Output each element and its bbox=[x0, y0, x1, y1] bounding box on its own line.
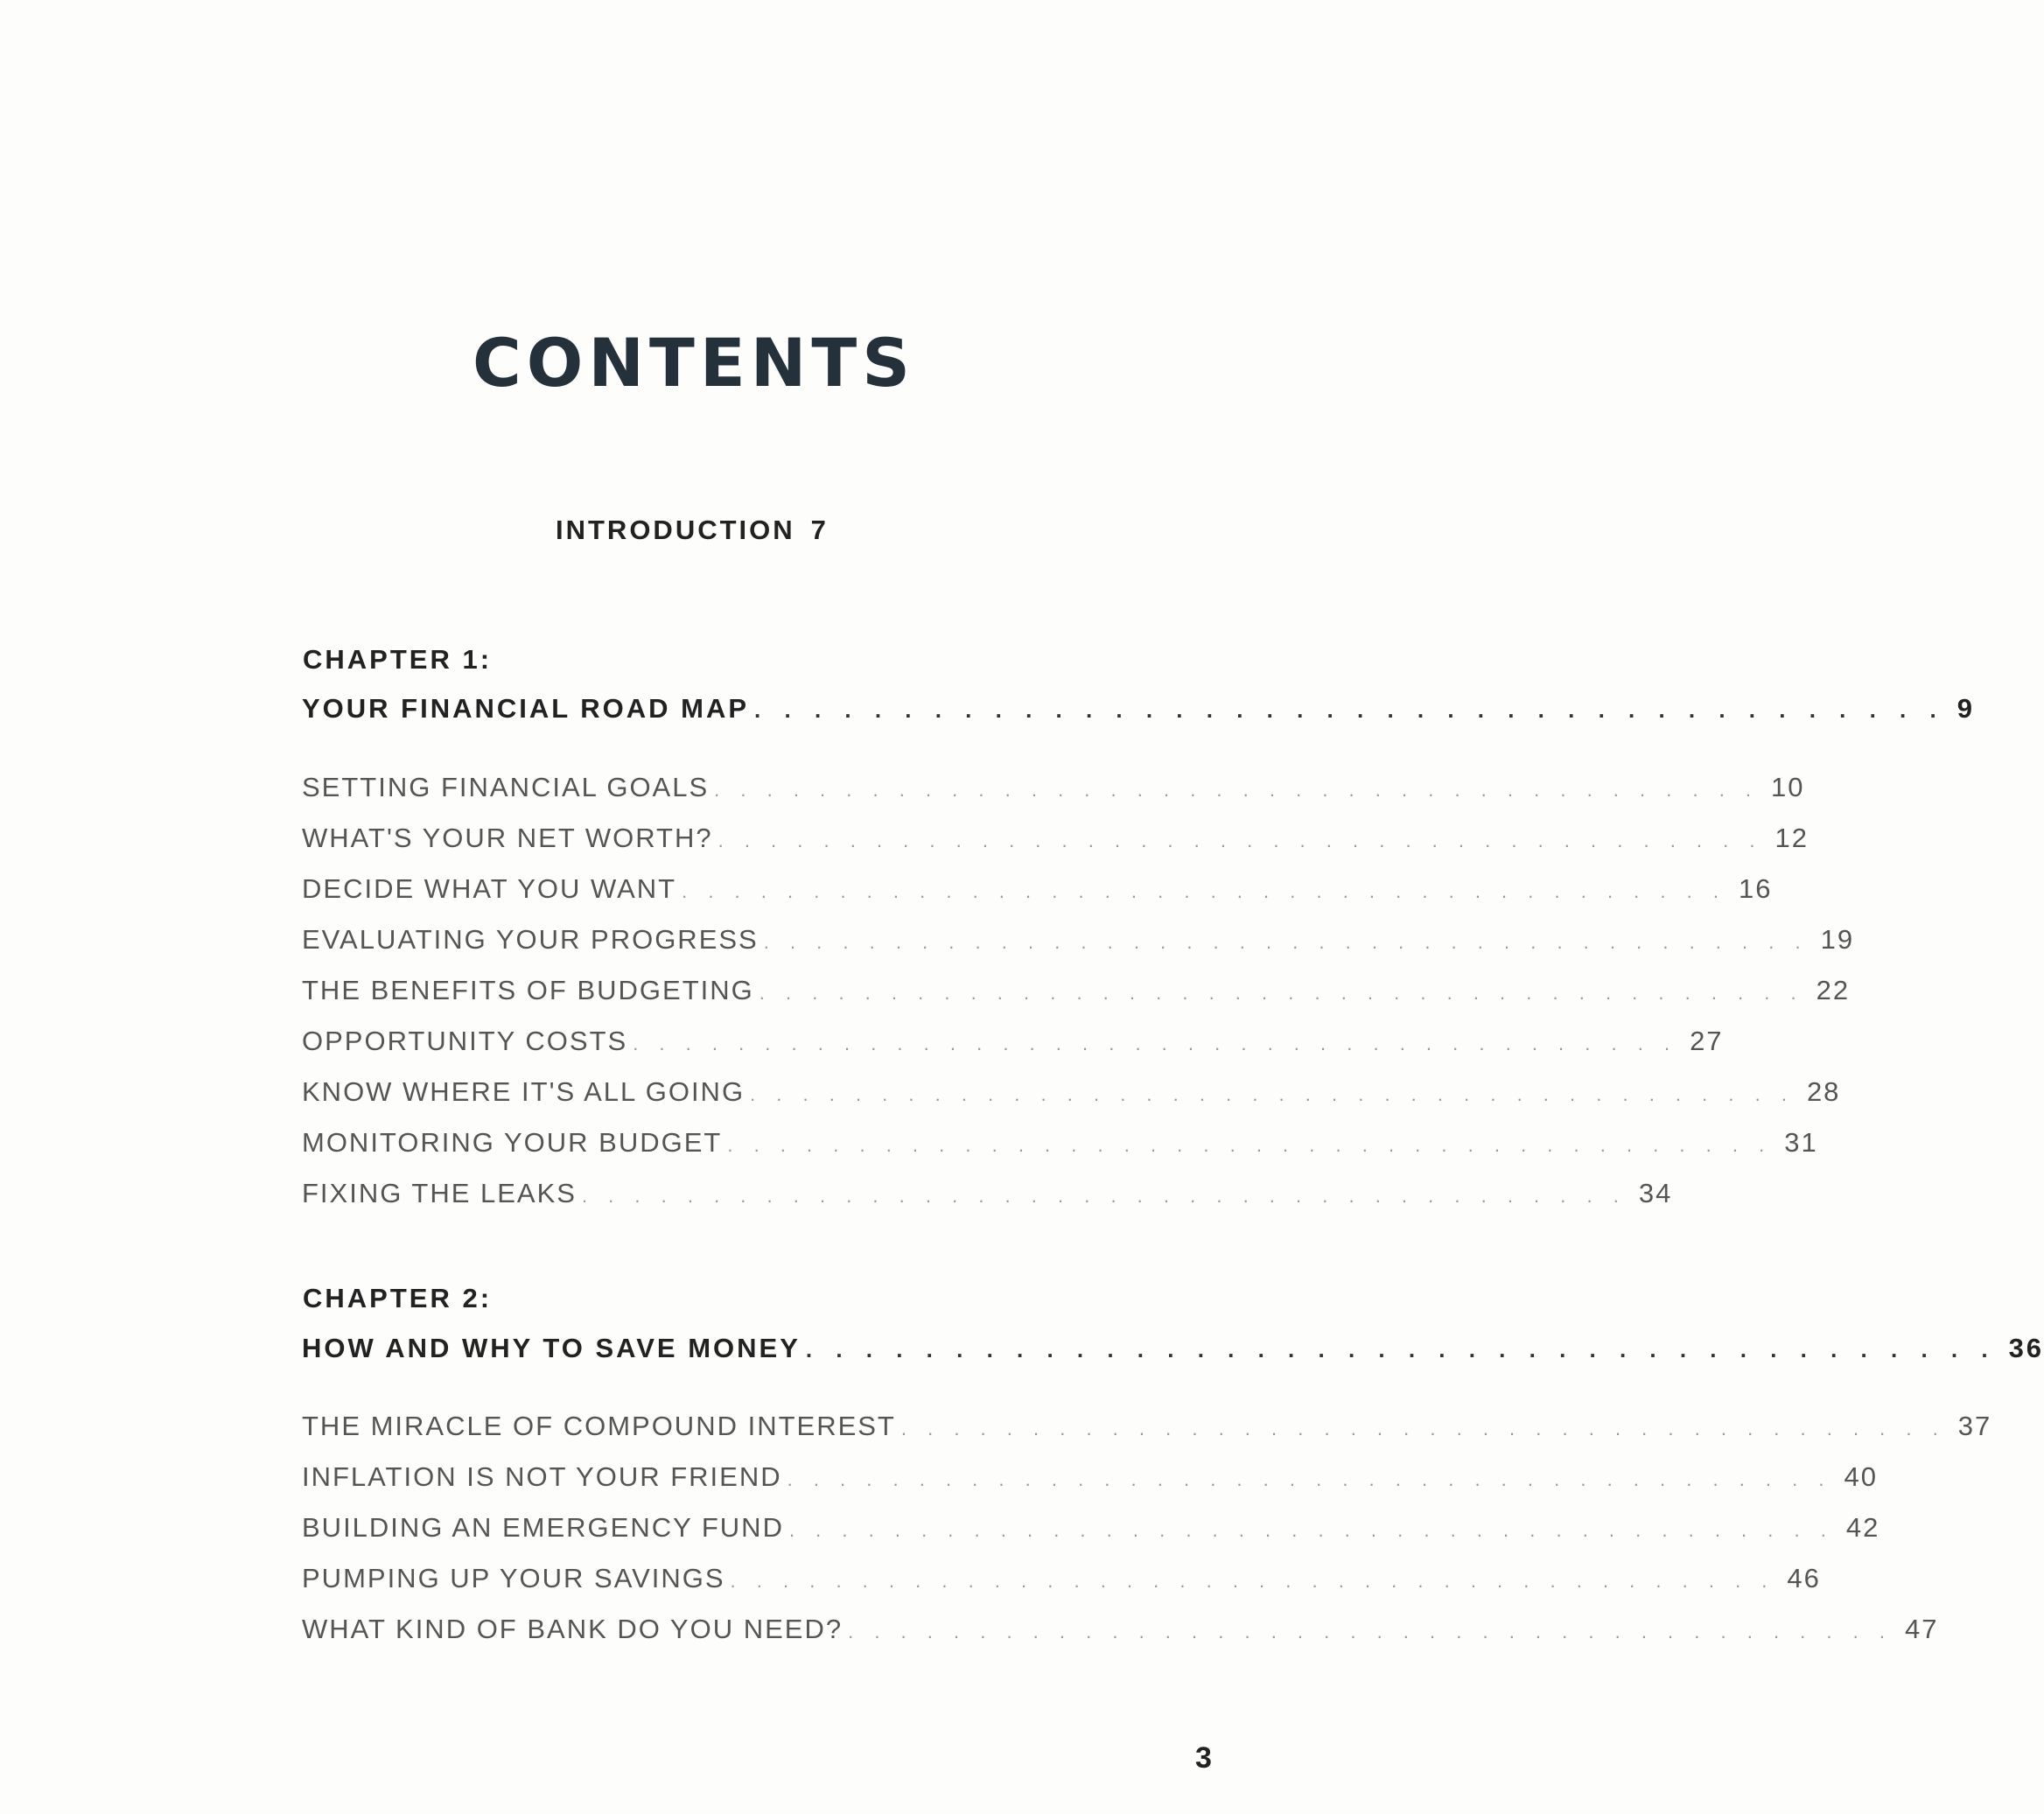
leader-dots: . . . . . . . . . . . . . . . . . . . . . . . . . . . . . . . . . . . . . . . . bbox=[805, 1336, 1997, 1362]
entry-page: 28 bbox=[1806, 1076, 1841, 1107]
leader-dots: . . . . . . . . . . . . . . . . . . . . . . . . . . . . . . . . . . . . . . . . bbox=[633, 1033, 1678, 1054]
toc-introduction[interactable] bbox=[556, 515, 829, 546]
toc-entry[interactable] bbox=[302, 1178, 1673, 1209]
entry-page: 27 bbox=[1690, 1026, 1724, 1056]
toc-entry[interactable] bbox=[302, 1563, 1821, 1594]
toc-entry[interactable] bbox=[302, 1512, 1880, 1544]
toc-entry[interactable] bbox=[302, 1411, 1992, 1442]
leader-dots: . . . . . . . . . . . . . . . . . . . . . . . . . . . . . . . . . . . . . . . . bbox=[787, 1468, 1832, 1490]
entry-page: 46 bbox=[1787, 1563, 1821, 1593]
leader-dots: . . . . . . . . . . . . . . . . . . . . . . . . . . . . . . . . . . . . . . . . bbox=[759, 982, 1804, 1004]
entry-page: 10 bbox=[1771, 772, 1805, 802]
toc-entry[interactable] bbox=[302, 873, 1773, 905]
leader-dots: . . . . . . . . . . . . . . . . . . . . . . . . . . . . . . . . . . . . . . . . bbox=[788, 1519, 1834, 1541]
chapter-title: HOW AND WHY TO SAVE MONEY bbox=[302, 1333, 801, 1363]
entry-label: THE BENEFITS OF BUDGETING bbox=[302, 975, 754, 1005]
entry-label: THE MIRACLE OF COMPOUND INTEREST bbox=[302, 1411, 896, 1441]
chapter-title: YOUR FINANCIAL ROAD MAP bbox=[302, 693, 750, 724]
leader-dots: . . . . . . . . . . . . . . . . . . . . . . . . . . . . . . . . . . . . . . . . bbox=[900, 1418, 1946, 1439]
leader-dots: . . . . . . . . . . . . . . . . . . . . . . . . . . . . . . . . . . . . . . . . bbox=[750, 1083, 1795, 1105]
toc-entry[interactable] bbox=[302, 1461, 1878, 1493]
entry-page: 16 bbox=[1738, 873, 1773, 904]
leader-dots: . . . . . . . . . . . . . . . . . . . . . . . . . . . . . . . . . . . . . . . . bbox=[714, 779, 1760, 801]
toc-entry[interactable] bbox=[302, 924, 1855, 956]
leader-dots: . . . . . . . . . . . . . . . . . . . . . . . . . . . . . . . . . . . . . . . . bbox=[730, 1570, 1775, 1592]
entry-page: 47 bbox=[1904, 1614, 1939, 1644]
chapter-1-title-row[interactable] bbox=[302, 693, 1975, 725]
entry-label: MONITORING YOUR BUDGET bbox=[302, 1127, 723, 1158]
chapter-page: 36 bbox=[2008, 1333, 2044, 1363]
page-title: CONTENTS bbox=[472, 324, 915, 402]
chapter-1-label: CHAPTER 1: bbox=[303, 644, 493, 675]
entry-label: OPPORTUNITY COSTS bbox=[302, 1026, 628, 1056]
chapter-2-title-row[interactable] bbox=[302, 1333, 2044, 1364]
entry-label: WHAT KIND OF BANK DO YOU NEED? bbox=[302, 1614, 844, 1644]
entry-page: 42 bbox=[1845, 1512, 1880, 1543]
leader-dots: . . . . . . . . . . . . . . . . . . . . . . . . . . . . . . . . . . . . . . . . bbox=[754, 697, 1945, 723]
toc-entry[interactable] bbox=[302, 1076, 1841, 1108]
leader-dots: . . . . . . . . . . . . . . . . . . . . . . . . . . . . . . . . . . . . . . . . bbox=[682, 880, 1726, 902]
page-number: 3 bbox=[1195, 1741, 1212, 1775]
toc-entry[interactable] bbox=[302, 1127, 1818, 1159]
leader-dots: . . . . . . . . . . . . . . . . . . . . . . . . . . . . . . . . . . . . . . . . bbox=[581, 1185, 1627, 1207]
introduction-label: INTRODUCTION bbox=[556, 515, 795, 545]
entry-page: 22 bbox=[1816, 975, 1851, 1005]
introduction-page: 7 bbox=[810, 515, 829, 545]
entry-label: WHAT'S YOUR NET WORTH? bbox=[302, 823, 713, 853]
entry-label: BUILDING AN EMERGENCY FUND bbox=[302, 1512, 784, 1543]
entry-label: FIXING THE LEAKS bbox=[302, 1178, 577, 1208]
entry-page: 40 bbox=[1844, 1461, 1878, 1492]
entry-page: 37 bbox=[1957, 1411, 1992, 1441]
entry-page: 31 bbox=[1784, 1127, 1818, 1158]
chapter-page: 9 bbox=[1956, 693, 1975, 724]
toc-entry[interactable] bbox=[302, 975, 1851, 1006]
entry-page: 19 bbox=[1820, 924, 1855, 955]
entry-label: EVALUATING YOUR PROGRESS bbox=[302, 924, 759, 955]
entry-label: DECIDE WHAT YOU WANT bbox=[302, 873, 677, 904]
entry-page: 34 bbox=[1638, 1178, 1673, 1208]
entry-label: KNOW WHERE IT'S ALL GOING bbox=[302, 1076, 746, 1107]
entry-label: SETTING FINANCIAL GOALS bbox=[302, 772, 710, 802]
toc-entry[interactable] bbox=[302, 823, 1809, 854]
entry-label: INFLATION IS NOT YOUR FRIEND bbox=[302, 1461, 782, 1492]
leader-dots: . . . . . . . . . . . . . . . . . . . . . . . . . . . . . . . . . . . . . . . . bbox=[763, 931, 1809, 953]
leader-dots: . . . . . . . . . . . . . . . . . . . . . . . . . . . . . . . . . . . . . . . . bbox=[848, 1621, 1893, 1642]
entry-label: PUMPING UP YOUR SAVINGS bbox=[302, 1563, 725, 1593]
toc-entry[interactable] bbox=[302, 772, 1805, 803]
toc-entry[interactable] bbox=[302, 1614, 1939, 1645]
leader-dots: . . . . . . . . . . . . . . . . . . . . . . . . . . . . . . . . . . . . . . . . bbox=[727, 1134, 1773, 1156]
chapter-2-label: CHAPTER 2: bbox=[303, 1283, 493, 1313]
entry-page: 12 bbox=[1774, 823, 1809, 853]
leader-dots: . . . . . . . . . . . . . . . . . . . . . . . . . . . . . . . . . . . . . . . . bbox=[718, 830, 1763, 851]
toc-entry[interactable] bbox=[302, 1026, 1724, 1057]
